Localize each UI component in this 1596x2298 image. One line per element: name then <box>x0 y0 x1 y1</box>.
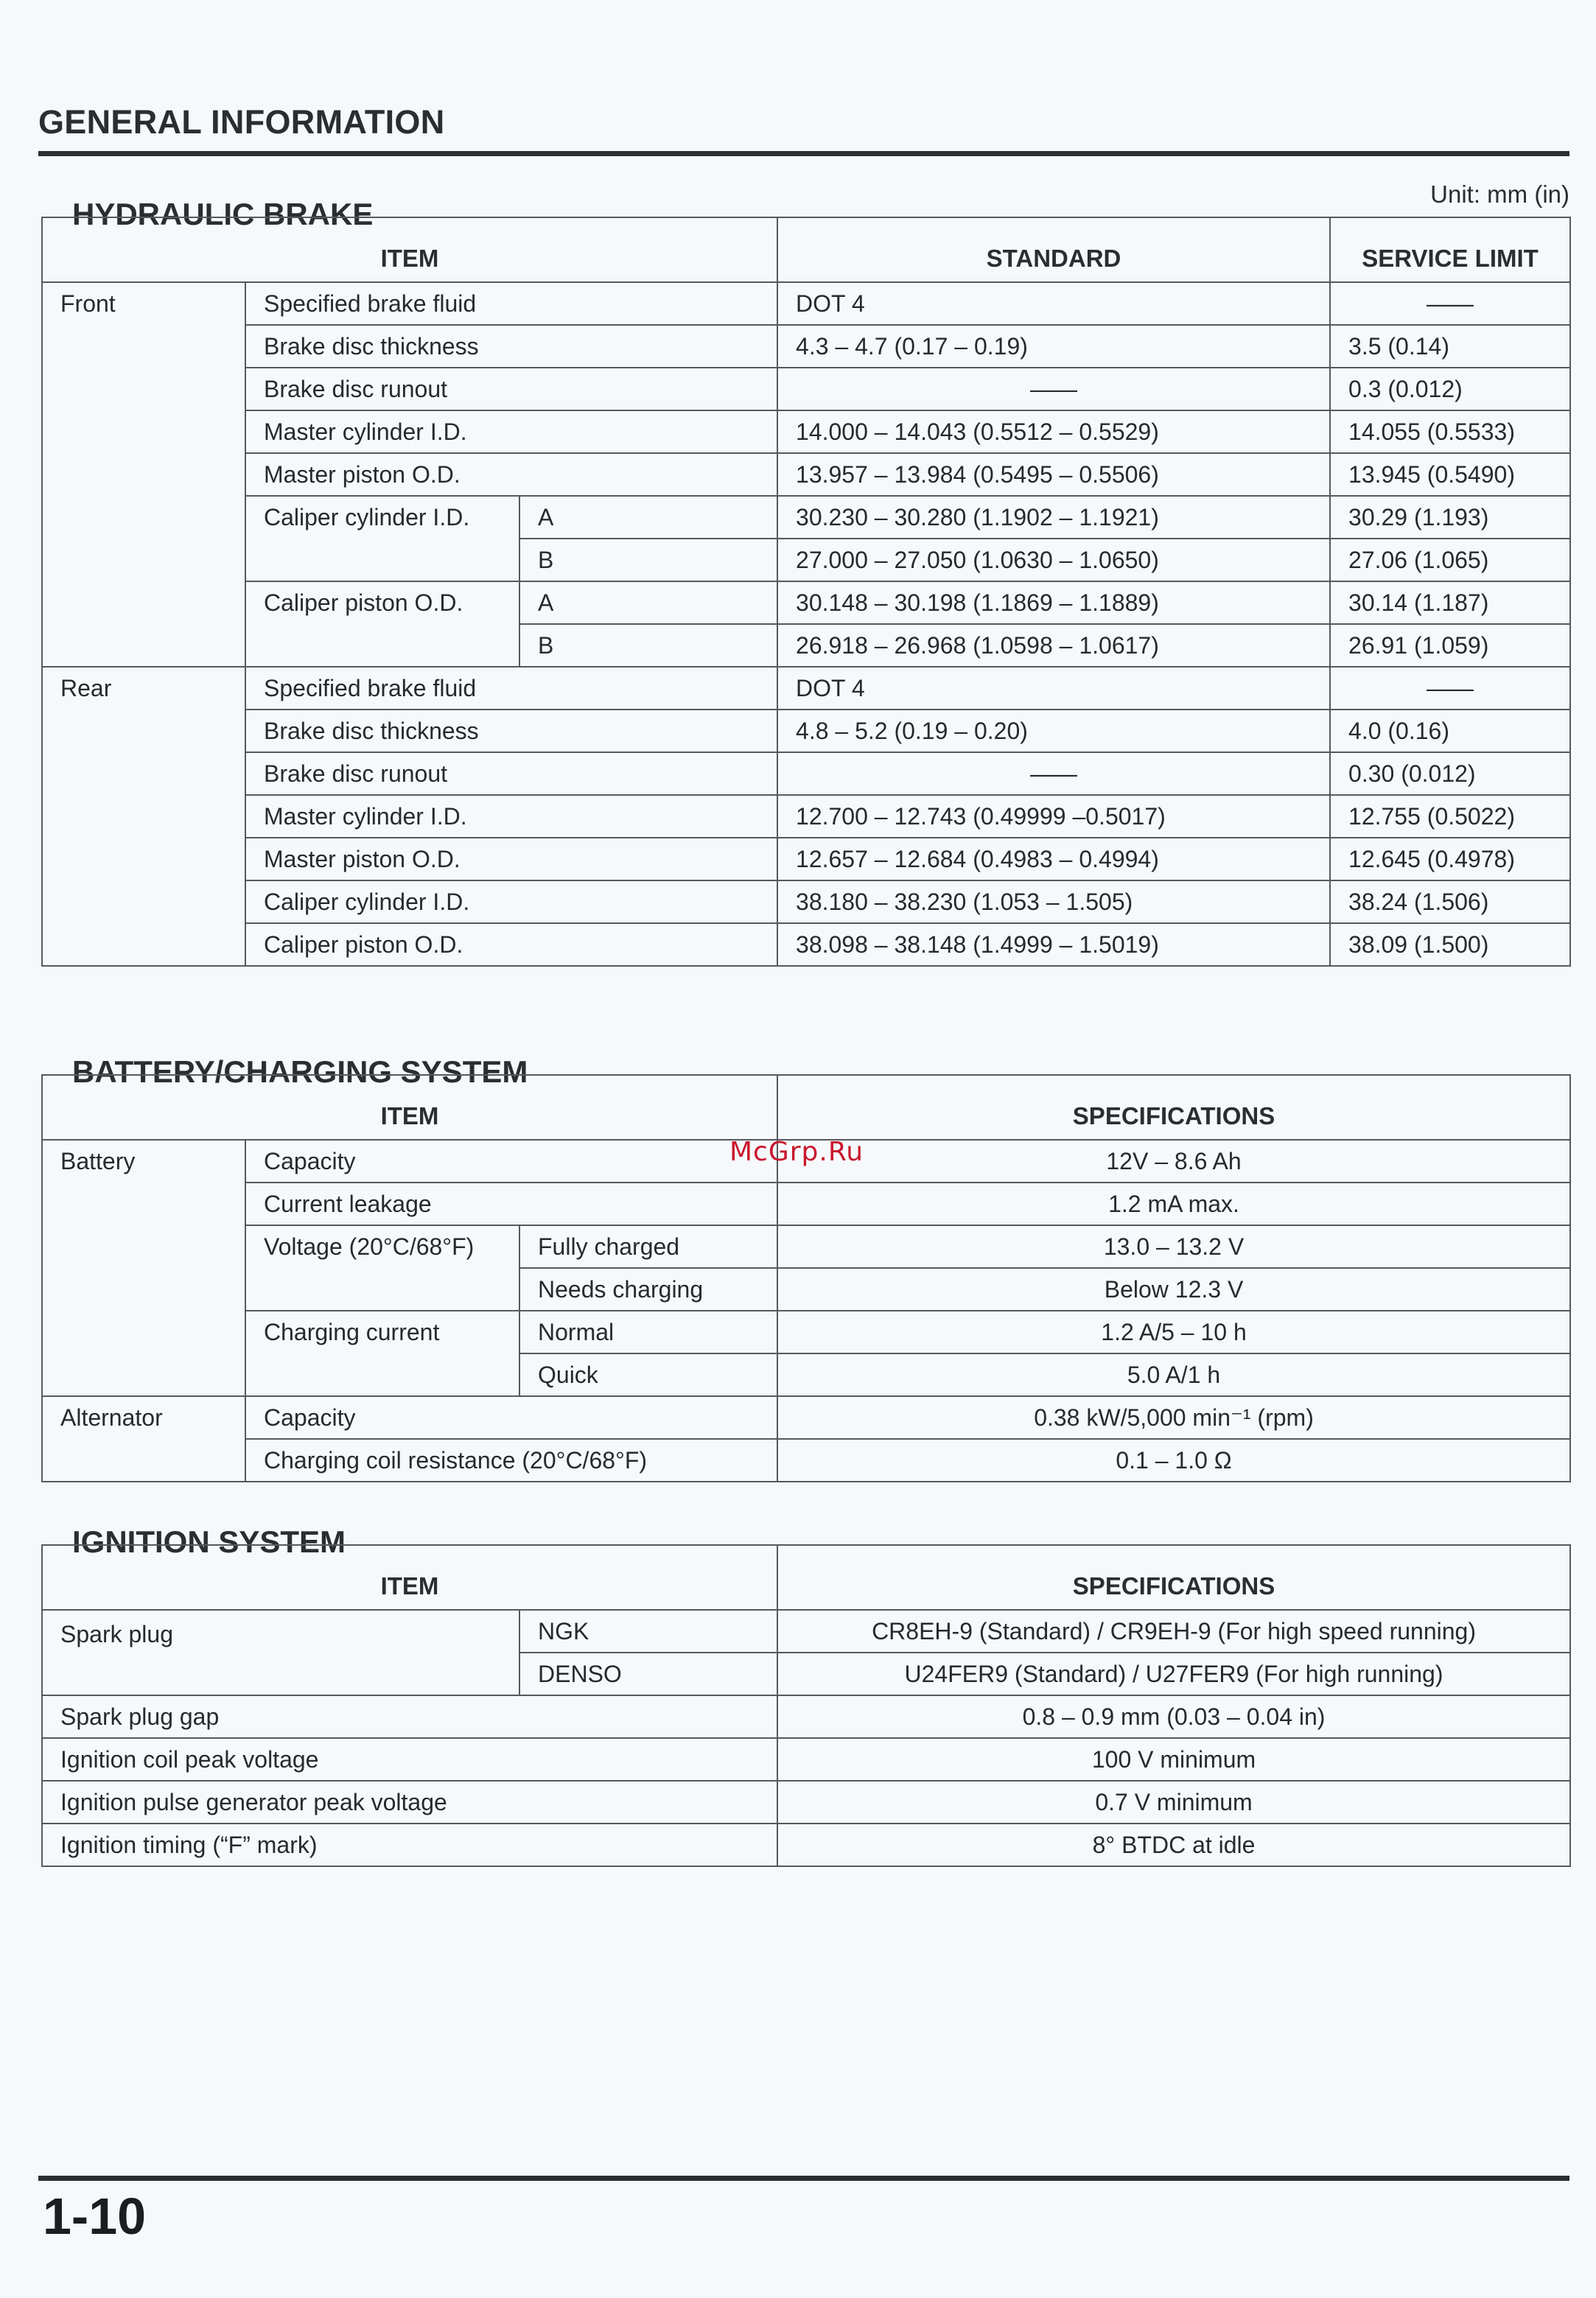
alternator-group-label: Alternator <box>42 1396 245 1482</box>
row-spec: 0.8 – 0.9 mm (0.03 – 0.04 in) <box>777 1695 1570 1738</box>
row-item: Caliper cylinder I.D. <box>245 880 777 923</box>
row-standard: 38.098 – 38.148 (1.4999 – 1.5019) <box>777 923 1330 966</box>
row-item: Spark plug gap <box>42 1695 777 1738</box>
row-spec: 0.1 – 1.0 Ω <box>777 1439 1570 1482</box>
row-sub-label: Fully charged <box>519 1225 777 1268</box>
row-limit: 38.09 (1.500) <box>1330 923 1570 966</box>
table-row <box>42 838 1570 880</box>
row-item: Ignition timing (“F” mark) <box>42 1824 777 1866</box>
table-row <box>42 710 1570 752</box>
row-sub-label: A <box>519 496 777 539</box>
table-row <box>42 453 1570 496</box>
row-limit: 30.29 (1.193) <box>1330 496 1570 539</box>
front-group-label: Front <box>42 282 245 667</box>
row-item: Master piston O.D. <box>245 453 777 496</box>
table-header-row <box>42 1545 1570 1610</box>
row-limit: 3.5 (0.14) <box>1330 325 1570 368</box>
row-limit: —— <box>1330 667 1570 710</box>
header-rule <box>38 151 1569 156</box>
row-limit: 26.91 (1.059) <box>1330 624 1570 667</box>
table-row <box>42 1695 1570 1738</box>
row-standard: 30.230 – 30.280 (1.1902 – 1.1921) <box>777 496 1330 539</box>
row-sub-label: B <box>519 624 777 667</box>
row-standard: 14.000 – 14.043 (0.5512 – 0.5529) <box>777 410 1330 453</box>
row-standard: DOT 4 <box>777 282 1330 325</box>
row-limit: 27.06 (1.065) <box>1330 539 1570 581</box>
table-row <box>42 325 1570 368</box>
row-sub-label: Quick <box>519 1353 777 1396</box>
header-service-limit: SERVICE LIMIT <box>1330 217 1570 282</box>
row-spec: 8° BTDC at idle <box>777 1824 1570 1866</box>
row-spec: 1.2 A/5 – 10 h <box>777 1311 1570 1353</box>
row-standard: 4.3 – 4.7 (0.17 – 0.19) <box>777 325 1330 368</box>
row-sub-label: Needs charging <box>519 1268 777 1311</box>
row-spec: 100 V minimum <box>777 1738 1570 1781</box>
row-standard: 27.000 – 27.050 (1.0630 – 1.0650) <box>777 539 1330 581</box>
hydraulic-brake-table <box>41 217 1571 967</box>
row-limit: 30.14 (1.187) <box>1330 581 1570 624</box>
row-standard: 38.180 – 38.230 (1.053 – 1.505) <box>777 880 1330 923</box>
page-title: GENERAL INFORMATION <box>38 103 445 141</box>
ignition-title: IGNITION SYSTEM <box>59 1524 356 1560</box>
header-specifications: SPECIFICATIONS <box>777 1075 1570 1140</box>
row-standard: DOT 4 <box>777 667 1330 710</box>
table-row <box>42 923 1570 966</box>
row-item: Brake disc runout <box>245 368 777 410</box>
row-item: Caliper piston O.D. <box>245 923 777 966</box>
rear-group-label: Rear <box>42 667 245 966</box>
table-row <box>42 880 1570 923</box>
row-item: Specified brake fluid <box>245 667 777 710</box>
row-limit: 12.645 (0.4978) <box>1330 838 1570 880</box>
row-spec: 1.2 mA max. <box>777 1183 1570 1225</box>
row-item: Master piston O.D. <box>245 838 777 880</box>
row-limit: 14.055 (0.5533) <box>1330 410 1570 453</box>
row-standard: 4.8 – 5.2 (0.19 – 0.20) <box>777 710 1330 752</box>
table-row <box>42 1738 1570 1781</box>
row-standard: 26.918 – 26.968 (1.0598 – 1.0617) <box>777 624 1330 667</box>
row-standard: 30.148 – 30.198 (1.1869 – 1.1889) <box>777 581 1330 624</box>
row-spec: 5.0 A/1 h <box>777 1353 1570 1396</box>
row-item: Spark plug <box>42 1610 519 1695</box>
table-row <box>42 1824 1570 1866</box>
row-limit: —— <box>1330 282 1570 325</box>
table-row <box>42 1225 1570 1268</box>
row-spec: U24FER9 (Standard) / U27FER9 (For high running) <box>777 1653 1570 1695</box>
row-standard: 12.657 – 12.684 (0.4983 – 0.4994) <box>777 838 1330 880</box>
table-row <box>42 581 1570 624</box>
row-item: Ignition pulse generator peak voltage <box>42 1781 777 1824</box>
table-row <box>42 1781 1570 1824</box>
row-sub-label: NGK <box>519 1610 777 1653</box>
table-row <box>42 1439 1570 1482</box>
table-header-row <box>42 217 1570 282</box>
row-item: Caliper piston O.D. <box>245 581 519 667</box>
table-row <box>42 752 1570 795</box>
table-row <box>42 410 1570 453</box>
table-row <box>42 1610 1570 1653</box>
row-standard: 12.700 – 12.743 (0.49999 –0.5017) <box>777 795 1330 838</box>
row-standard: —— <box>777 752 1330 795</box>
row-item: Charging coil resistance (20°C/68°F) <box>245 1439 777 1482</box>
watermark: McGrp.Ru <box>729 1137 864 1167</box>
footer-rule <box>38 2176 1569 2181</box>
row-item: Capacity <box>245 1396 777 1439</box>
unit-note: Unit: mm (in) <box>1430 181 1569 208</box>
row-limit: 12.755 (0.5022) <box>1330 795 1570 838</box>
row-limit: 0.3 (0.012) <box>1330 368 1570 410</box>
row-item: Master cylinder I.D. <box>245 410 777 453</box>
page-number: 1-10 <box>43 2187 147 2245</box>
row-spec: 13.0 – 13.2 V <box>777 1225 1570 1268</box>
row-limit: 0.30 (0.012) <box>1330 752 1570 795</box>
table-row <box>42 1396 1570 1439</box>
row-sub-label: B <box>519 539 777 581</box>
row-spec: 0.7 V minimum <box>777 1781 1570 1824</box>
row-sub-label: DENSO <box>519 1653 777 1695</box>
row-spec: 12V – 8.6 Ah <box>777 1140 1570 1183</box>
battery-charging-table <box>41 1074 1571 1482</box>
header-specifications: SPECIFICATIONS <box>777 1545 1570 1610</box>
table-row <box>42 282 1570 325</box>
table-header-row <box>42 1075 1570 1140</box>
row-item: Ignition coil peak voltage <box>42 1738 777 1781</box>
row-sub-label: A <box>519 581 777 624</box>
row-item: Specified brake fluid <box>245 282 777 325</box>
table-row <box>42 667 1570 710</box>
row-item: Brake disc thickness <box>245 710 777 752</box>
row-spec: 0.38 kW/5,000 min⁻¹ (rpm) <box>777 1396 1570 1439</box>
row-limit: 38.24 (1.506) <box>1330 880 1570 923</box>
row-item: Brake disc runout <box>245 752 777 795</box>
row-sub-label: Normal <box>519 1311 777 1353</box>
row-limit: 4.0 (0.16) <box>1330 710 1570 752</box>
row-item: Current leakage <box>245 1183 777 1225</box>
header-standard: STANDARD <box>777 217 1330 282</box>
table-row <box>42 368 1570 410</box>
table-row <box>42 496 1570 539</box>
hydraulic-brake-title: HYDRAULIC BRAKE <box>59 196 383 233</box>
header-item: ITEM <box>42 1075 777 1140</box>
battery-group-label: Battery <box>42 1140 245 1396</box>
battery-charging-title: BATTERY/CHARGING SYSTEM <box>59 1054 538 1090</box>
table-row <box>42 795 1570 838</box>
header-item: ITEM <box>42 217 777 282</box>
header-item: ITEM <box>42 1545 777 1610</box>
row-standard: —— <box>777 368 1330 410</box>
row-limit: 13.945 (0.5490) <box>1330 453 1570 496</box>
row-item: Master cylinder I.D. <box>245 795 777 838</box>
table-row <box>42 1183 1570 1225</box>
row-item: Capacity <box>245 1140 777 1183</box>
ignition-table <box>41 1544 1571 1867</box>
row-spec: Below 12.3 V <box>777 1268 1570 1311</box>
row-item: Charging current <box>245 1311 519 1396</box>
row-item: Caliper cylinder I.D. <box>245 496 519 581</box>
table-row <box>42 1311 1570 1353</box>
row-standard: 13.957 – 13.984 (0.5495 – 0.5506) <box>777 453 1330 496</box>
row-spec: CR8EH-9 (Standard) / CR9EH-9 (For high speed running) <box>777 1610 1570 1653</box>
row-item: Voltage (20°C/68°F) <box>245 1225 519 1311</box>
row-item: Brake disc thickness <box>245 325 777 368</box>
